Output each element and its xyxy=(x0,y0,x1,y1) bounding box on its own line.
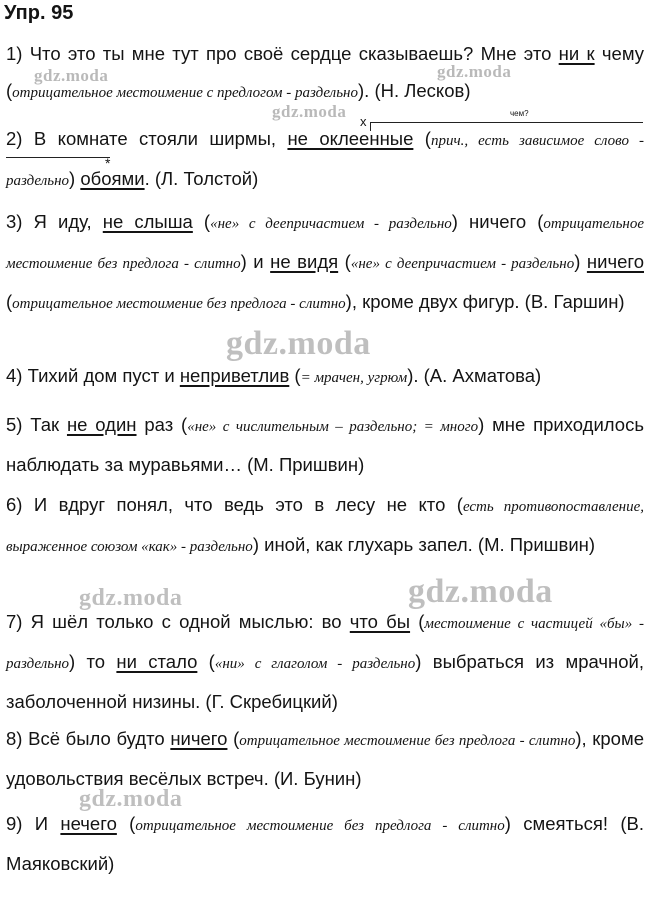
text: 8) Всё было будто xyxy=(6,728,171,749)
text: . (Л. Толстой) xyxy=(144,168,259,189)
text: ( xyxy=(413,128,431,149)
grammar-note: отрицательное местоимение без предлога - слитно xyxy=(135,818,505,834)
underlined-word: не слыша xyxy=(102,211,193,232)
sentence-4 xyxy=(6,357,644,397)
text: 6) И вдруг понял, что ведь это в лесу xyxy=(6,494,387,515)
sentence-8 xyxy=(6,720,644,797)
grammar-note: «не» с деепричастием - раздельно xyxy=(210,216,452,232)
text: чему ( xyxy=(6,43,644,101)
sentence-6 xyxy=(6,486,644,566)
sentence-7 xyxy=(6,603,644,720)
grammar-note: «не» с деепричастием - раздельно xyxy=(350,256,575,272)
text: ) xyxy=(69,168,81,189)
underlined-word: ни к xyxy=(558,43,595,64)
sentence-9 xyxy=(6,805,644,882)
watermark: gdz.moda xyxy=(408,573,553,610)
text: ( xyxy=(289,365,301,386)
grammar-note: местоимение с частицей «бы» - раздельно xyxy=(6,616,644,672)
watermark: gdz.moda xyxy=(79,585,183,611)
text: ( xyxy=(410,611,425,632)
grammar-note: «не» с числительным – раздельно; = много xyxy=(187,419,479,435)
text: ), кроме двух фигур. (В. Гаршин) xyxy=(345,291,625,312)
grammar-note: = мрачен, угрюм xyxy=(300,370,408,386)
grammar-note: прич., есть зависимое слово - раздельно xyxy=(6,133,644,189)
grammar-note: отрицательное местоимение без предлога - слитно xyxy=(6,216,645,272)
text: не кто xyxy=(386,494,446,515)
text: ( xyxy=(227,728,240,749)
grammar-note: отрицательное местоимение без предлога - слитно xyxy=(239,733,576,749)
sentence-5 xyxy=(6,406,644,483)
text: 3) Я иду, xyxy=(6,211,103,232)
text: ). (А. Ахматова) xyxy=(407,365,542,386)
text: ) смеяться! (В. Маяковский) xyxy=(6,813,645,874)
grammar-note: «ни» с глаголом - раздельно xyxy=(214,656,416,672)
text: 7) Я шёл только с одной мыслью: во xyxy=(6,611,350,632)
underlined-word: неприветлив xyxy=(179,365,290,386)
dependency-x-mark: x xyxy=(360,114,367,129)
sentence-3 xyxy=(6,203,644,323)
text: ) мне приходилось наблюдать за муравьями… (М. Пришвин) xyxy=(6,414,644,475)
text: ). (Н. Лесков) xyxy=(358,80,471,101)
watermark: gdz.moda xyxy=(79,786,183,812)
grammar-note: есть противопоставление, выраженное союзом «как» - раздельно xyxy=(6,499,644,555)
text: ( xyxy=(192,211,211,232)
sentence-2 xyxy=(6,120,644,200)
dependency-star: * xyxy=(105,155,111,171)
underlined-word: ничего xyxy=(586,251,644,272)
watermark: gdz.moda xyxy=(272,102,347,121)
sentence-1 xyxy=(6,35,644,112)
watermark: gdz.moda xyxy=(34,66,109,85)
exercise-title: Упр. 95 xyxy=(4,2,74,24)
grammar-note: отрицательное местоимение с предлогом - раздельно xyxy=(12,85,358,101)
text: ) и xyxy=(240,251,271,272)
text: 9) И xyxy=(6,813,61,834)
text: ( xyxy=(338,251,351,272)
underlined-word: не один xyxy=(66,414,137,435)
text: ) ничего ( xyxy=(451,211,544,232)
text: 1) Что это ты мне тут про своё сердце сказываешь? Мне это xyxy=(6,43,559,64)
text: ) xyxy=(574,251,587,272)
text: ) выбраться из мрачной, заболоченной низины. (Г. Скребицкий) xyxy=(6,651,644,712)
text: раз ( xyxy=(136,414,188,435)
underlined-word: нечего xyxy=(60,813,117,834)
watermark: gdz.moda xyxy=(226,325,371,362)
underlined-word: не видя xyxy=(270,251,339,272)
text: ( xyxy=(445,494,463,515)
text: ) иной, как глухарь запел. (М. Пришвин) xyxy=(252,534,596,555)
dependency-question: чем? xyxy=(510,109,529,118)
underlined-word: ничего xyxy=(170,728,228,749)
watermark: gdz.moda xyxy=(437,62,512,81)
grammar-note: отрицательное местоимение без предлога - слитно xyxy=(12,296,346,312)
underlined-word: ни стало xyxy=(116,651,198,672)
underlined-word: что бы xyxy=(349,611,411,632)
dependency-bracket xyxy=(370,122,643,131)
text: ( xyxy=(6,291,13,312)
underlined-word: обоями xyxy=(80,168,145,189)
text: ( xyxy=(116,813,136,834)
dependency-line xyxy=(6,157,110,158)
underlined-word: не оклеенные xyxy=(287,128,414,149)
text: ), кроме удовольствия весёлых встреч. (И. Бунин) xyxy=(6,728,644,789)
text: ( xyxy=(197,651,215,672)
text: 4) Тихий дом пуст и xyxy=(6,365,180,386)
text: 5) Так xyxy=(6,414,67,435)
text: 2) В комнате стояли ширмы, xyxy=(6,128,288,149)
text: ) то xyxy=(69,651,117,672)
